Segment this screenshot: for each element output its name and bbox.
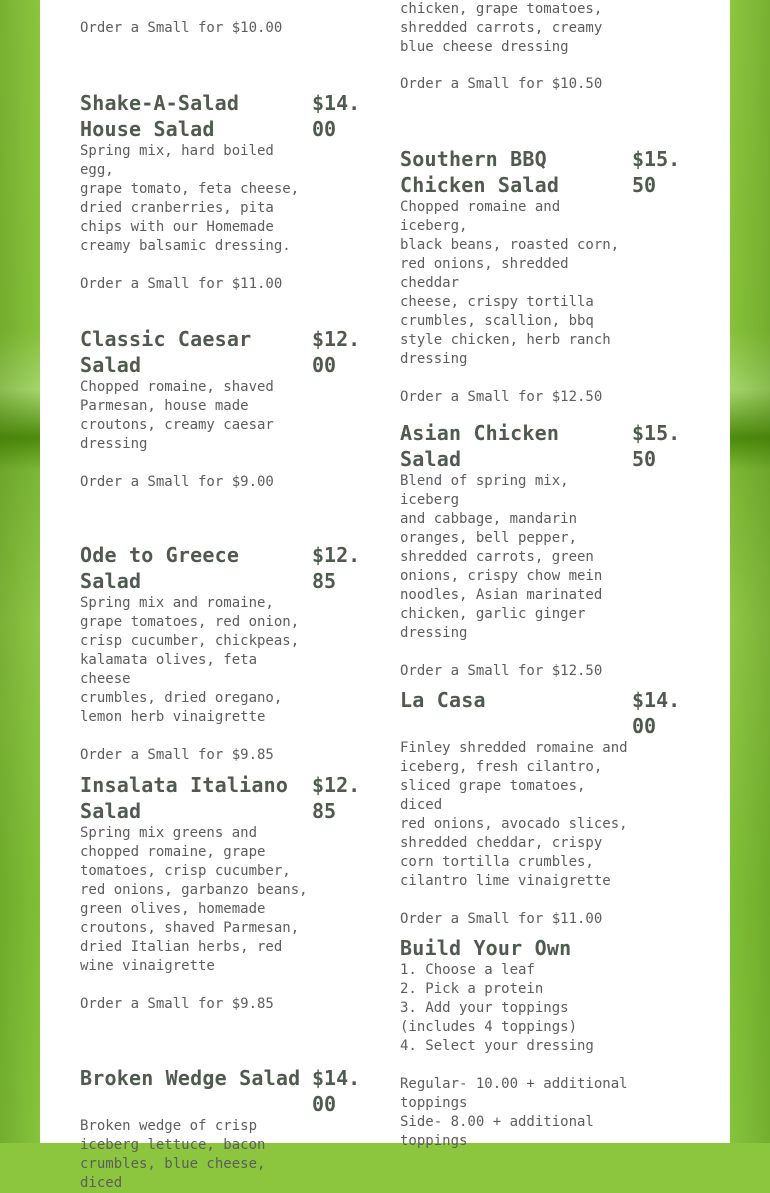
menu-panel — [40, 0, 730, 1191]
top-right-small-order: Order a Small for $10.50 — [400, 76, 603, 92]
item-price: $15.50 — [632, 147, 681, 197]
item-small-order: Order a Small for $11.00 — [80, 276, 283, 292]
item-small-order: Order a Small for $12.50 — [400, 663, 603, 679]
item-name: Southern BBQ Chicken Salad — [400, 147, 560, 197]
menu-item-asian-chicken-salad — [400, 420, 682, 681]
item-name: Ode to Greece Salad — [80, 543, 240, 593]
menu-item-wedge-salad — [80, 1065, 362, 1193]
item-small-order: Order a Small for $12.50 — [400, 389, 603, 405]
item-description: Chopped romaine, shaved Parmesan, house made croutons, creamy caesar dressing — [80, 379, 274, 452]
item-price: $12.85 — [312, 543, 361, 593]
item-description: Spring mix and romaine, grape tomatoes, red onion, crisp cucumber, chickpeas, kalamata olives, feta cheese crumbles, dried oregano, lemon herb vinaigrette — [80, 595, 300, 725]
item-description: Blend of spring mix, iceberg and cabbage, mandarin oranges, bell pepper, shredded carrots, green onions, crispy chow mein noodles, Asian marinated chicken, garlic ginger dressing — [400, 473, 603, 641]
background-left — [0, 0, 40, 1143]
item-description: Broken wedge of crisp iceberg lettuce, bacon crumbles, blue cheese, diced — [80, 1118, 266, 1191]
item-name: Broken Wedge Salad — [80, 1066, 301, 1090]
item-small-order: Order a Small for $9.85 — [80, 747, 274, 763]
menu-item-bbq-chicken-salad — [400, 146, 682, 407]
item-small-order: Order a Small for $9.85 — [80, 996, 274, 1012]
item-description: Spring mix, hard boiled egg, grape tomato, feta cheese, dried cranberries, pita chips with our Homemade creamy balsamic dressing. — [80, 143, 300, 254]
item-price: $14.00 — [312, 91, 361, 141]
item-price: $14.00 — [632, 688, 681, 738]
item-description: 1. Choose a leaf 2. Pick a protein 3. Add your toppings (includes 4 toppings) 4. Select your dressing — [400, 962, 594, 1054]
item-small-order: Order a Small for $9.00 — [80, 474, 274, 490]
item-description: Finley shredded romaine and iceberg, fresh cilantro, sliced grape tomatoes, diced red onions, avocado slices, shredded cheddar, crispy corn tortilla crumbles, cilantro lime vinaigrette — [400, 740, 628, 889]
item-description: Spring mix greens and chopped romaine, grape tomatoes, crisp cucumber, red onions, garbanzo beans, green olives, homemade croutons, shaved Parmesan, dried Italian herbs, red wine vinaigrette — [80, 825, 308, 974]
item-price: $12.00 — [312, 327, 361, 377]
top-right-description: chicken, grape tomatoes, shredded carrots, creamy blue cheese dressing — [400, 1, 603, 55]
item-name: Shake-A-Salad House Salad — [80, 91, 240, 141]
menu-item-house-salad — [80, 90, 362, 294]
item-name: Asian Chicken Salad — [400, 421, 560, 471]
item-small-order: Order a Small for $11.00 — [400, 911, 603, 927]
item-name: Insalata Italiano Salad — [80, 773, 289, 823]
menu-item-build-your-own — [400, 935, 632, 1151]
item-description: Chopped romaine and iceberg, black beans, roasted corn, red onions, shredded cheddar cheese, crispy tortilla crumbles, scallion, bbq style chicken, herb ranch dressing — [400, 199, 620, 367]
menu-item-italiano-salad — [80, 772, 362, 1014]
item-name: La Casa — [400, 688, 486, 712]
item-pricing-notes: Regular- 10.00 + additional toppings Side- 8.00 + additional toppings — [400, 1076, 628, 1149]
menu-item-greece-salad — [80, 542, 362, 765]
top-left-small-order: Order a Small for $10.00 — [80, 20, 283, 36]
menu-item-caesar-salad — [80, 326, 362, 492]
item-price: $14.00 — [312, 1066, 361, 1116]
item-price: $15.50 — [632, 421, 681, 471]
menu-item-la-casa — [400, 687, 682, 929]
background-right — [730, 0, 770, 1143]
item-name: Build Your Own — [400, 936, 572, 960]
item-name: Classic Caesar Salad — [80, 327, 252, 377]
item-price: $12.85 — [312, 773, 361, 823]
